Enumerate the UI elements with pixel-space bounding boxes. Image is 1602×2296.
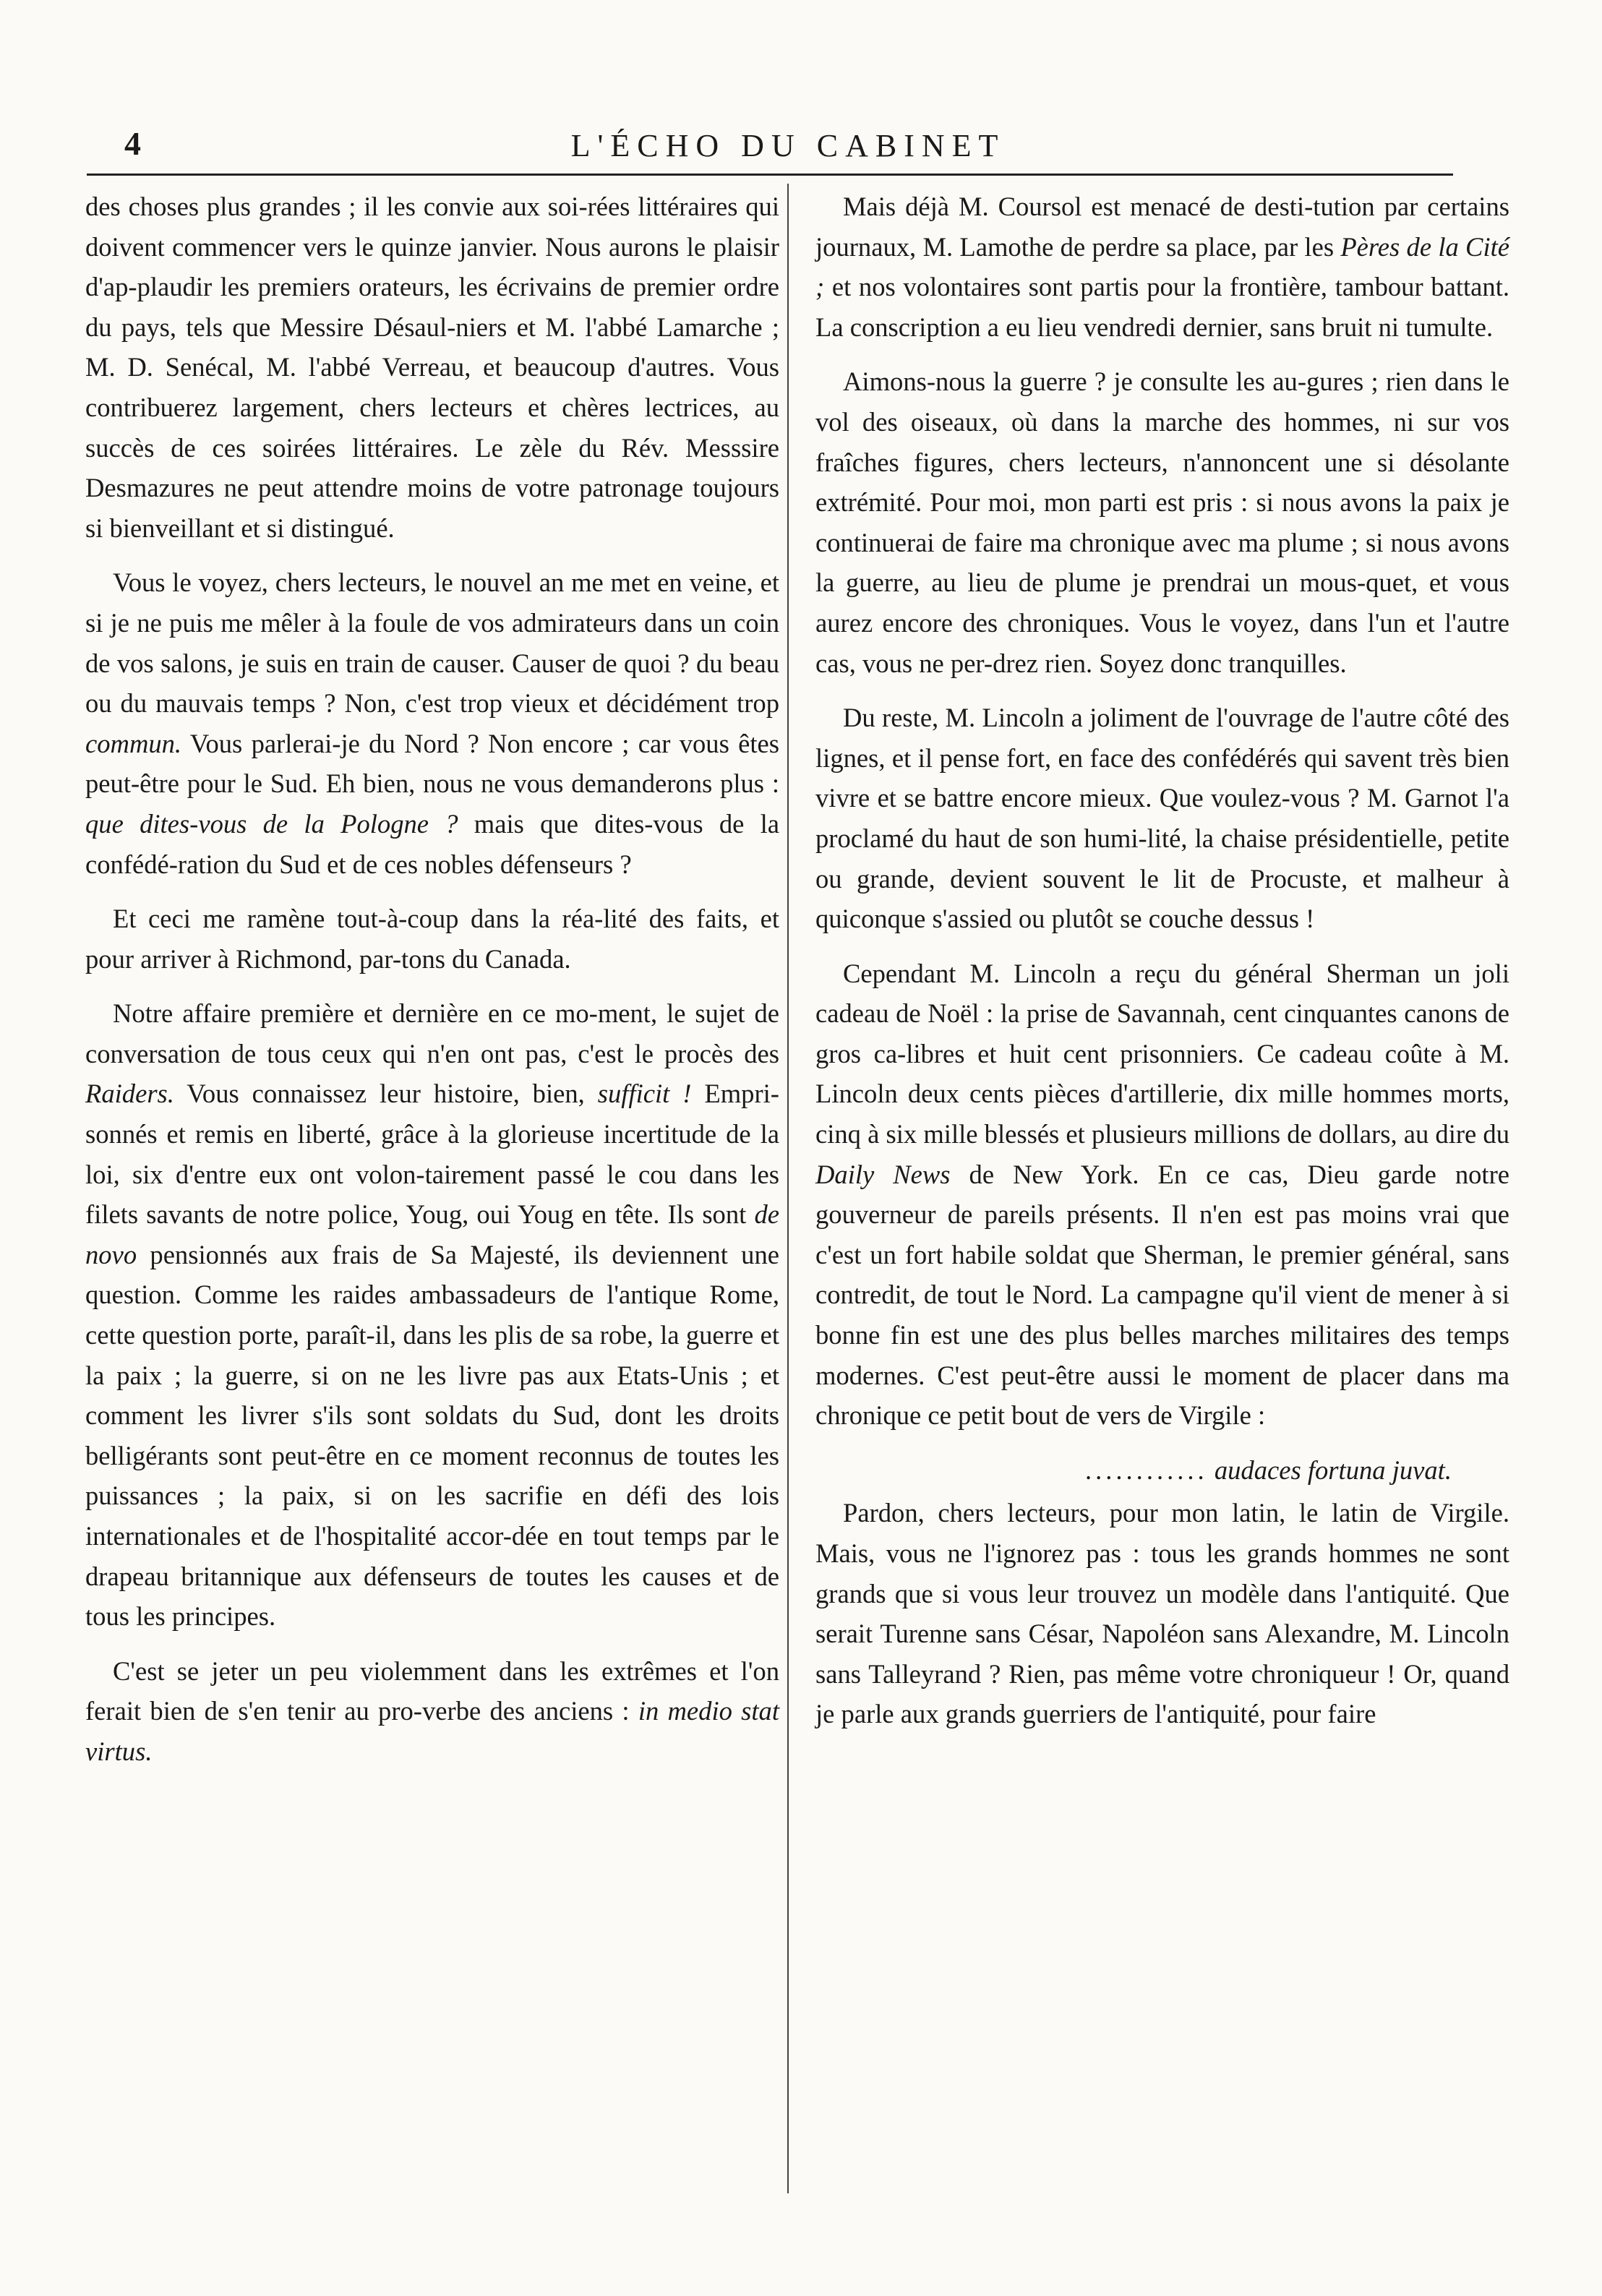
text-run: Vous le voyez, chers lecteurs, le nouvel an me met en veine, et si je ne puis me mêler à la foule de vos admirateurs dans un coin de vos salons, je suis en train de causer. Causer de quoi ? du beau ou du mauvais temps ? Non, c'est trop vieux et décidément trop — [85, 567, 779, 719]
italic-run: de novo — [85, 1199, 779, 1269]
text-run: C'est se jeter un peu violemment dans les extrêmes et l'on ferait bien de s'en tenir au pro-verbe des anciens : — [85, 1655, 779, 1726]
page-header — [116, 123, 1460, 174]
left-column — [85, 187, 779, 1786]
left-paragraph-2 — [85, 562, 779, 884]
page-number: 4 — [124, 125, 141, 162]
italic-run: commun. — [85, 728, 182, 758]
right-paragraph-4 — [815, 954, 1509, 1436]
left-paragraph-3: Et ceci me ramène tout-à-coup dans la réa-lité des faits, et pour arriver à Richmond, par-tons du Canada. — [85, 904, 779, 974]
text-run: et nos volontaires sont partis pour la frontière, tambour battant. La conscription a eu lieu vendredi dernier, sans bruit ni tumulte. — [815, 272, 1509, 342]
text-run: Empri-sonnés et remis en liberté, grâce à la glorieuse incertitude de la loi, six d'entre eux ont volon-tairement passé le cou dans les filets savants de notre police, Youg, oui Youg en tête. Ils sont — [85, 1079, 779, 1230]
text-run: Vous parlerai-je du Nord ? Non encore ; car vous êtes peut-être pour le Sud. Eh bien, nous ne vous demanderons plus : — [85, 728, 779, 799]
running-title: L'ÉCHO DU CABINET — [570, 128, 1006, 163]
text-run: de New York. En ce cas, Dieu garde notre gouverneur de pareils présents. Il n'en est pas moins vrai que c'est un fort habile soldat que Sherman, le premier général, sans contredit, de tout le Nord. La campagne qu'il vient de mener à si bonne fin est une des plus belles marches militaires des temps modernes. C'est peut-être aussi le moment de placer dans ma chronique ce petit bout de vers de Virgile : — [815, 1159, 1509, 1431]
right-paragraph-2: Aimons-nous la guerre ? je consulte les au-gures ; rien dans le vol des oiseaux, où dans la marche des hommes, ni sur vos fraîches figures, chers lecteurs, n'annoncent une si désolante extrémité. Pour moi, mon parti est pris : si nous avons la paix je continuerai de faire ma chronique avec ma plume ; si nous avons la guerre, au lieu de plume je prendrai un mous-quet, et vous aurez encore des chroniques. Vous le voyez, dans l'un et l'autre cas, vous ne per-drez rien. Soyez donc tranquilles. — [815, 367, 1509, 678]
verse-leader-dots: ............ — [1084, 1455, 1208, 1485]
right-column — [815, 187, 1509, 1749]
text-run: Notre affaire première et dernière en ce mo-ment, le sujet de conversation de tous ceux qui n'en ont pas, c'est le procès des — [85, 998, 779, 1068]
italic-run: Raiders. — [85, 1079, 174, 1109]
italic-run: in medio stat virtus. — [85, 1696, 779, 1766]
right-paragraph-5: Pardon, chers lecteurs, pour mon latin, le latin de Virgile. Mais, vous ne l'ignorez pas : tous les grands hommes ne sont grands que si vous leur trouvez un modèle dans l'antiquité. Que serait Turenne sans César, Napoléon sans Alexandre, M. Lincoln sans Talleyrand ? Rien, pas même votre chroniqueur ! Or, quand je parle aux grands guerriers de l'antiquité, pour faire — [815, 1498, 1509, 1729]
italic-run: Daily News — [815, 1159, 951, 1189]
column-divider — [787, 184, 789, 2193]
text-run: Mais déjà M. Coursol est menacé de desti-tution par certains journaux, M. Lamothe de perdre sa place, par les — [815, 192, 1509, 262]
italic-run: sufficit ! — [597, 1079, 692, 1109]
latin-verse — [815, 1450, 1452, 1491]
header-rule — [87, 174, 1453, 176]
left-paragraph-1: des choses plus grandes ; il les convie aux soi-rées littéraires qui doivent commencer vers le quinze janvier. Nous aurons le plaisir d'ap-plaudir les premiers orateurs, les écrivains de premier ordre du pays, tels que Messire Désaul-niers et M. l'abbé Lamarche ; M. D. Senécal, M. l'abbé Verreau, et beaucoup d'autres. Vous contribuerez largement, chers lecteurs et chères lectrices, au succès de ces soirées littéraires. Le zèle du Rév. Messsire Desmazures ne peut attendre moins de votre patronage toujours si bienveillant et si distingué. — [85, 192, 779, 543]
text-run: Cependant M. Lincoln a reçu du général Sherman un joli cadeau de Noël : la prise de Savannah, cent cinquantes canons de gros ca-libres et huit cent prisonniers. Ce cadeau coûte à M. Lincoln deux cents pièces d'artillerie, dix mille hommes morts, cinq à six mille blessés et plusieurs millions de dollars, au dire du — [815, 958, 1510, 1149]
left-paragraph-4 — [85, 993, 779, 1637]
text-run: Vous connaissez leur histoire, bien, — [174, 1079, 598, 1109]
italic-run: Pères de la Cité ; — [815, 231, 1509, 302]
right-paragraph-1 — [815, 187, 1509, 347]
text-run: mais que dites-vous de la confédé-ration du Sud et de ces nobles défenseurs ? — [85, 808, 779, 879]
text-run: pensionnés aux frais de Sa Majesté, ils deviennent une question. Comme les raides ambassadeurs de l'antique Rome, cette question porte, paraît-il, dans les plis de sa robe, la guerre et la paix ; la guerre, si on ne les livre pas aux Etats-Unis ; et comment les livrer s'ils sont soldats du Sud, dont les droits belligérants sont peut-être en ce moment reconnus de toutes les puissances ; la paix, si on les sacrifie en défi des lois internationales et de l'hospitalité accor-dée en tout temps par le drapeau britannique aux défenseurs de toutes les causes et de tous les principes. — [85, 1239, 779, 1632]
right-paragraph-3: Du reste, M. Lincoln a joliment de l'ouvrage de l'autre côté des lignes, et il pense fort, en face des confédérés qui savent très bien vivre et se battre encore mieux. Que voulez-vous ? M. Garnot l'a proclamé du haut de son humi-lité, la chaise présidentielle, petite ou grande, devient souvent le lit de Procuste, et malheur à quiconque s'assied ou plutôt se couche dessus ! — [815, 703, 1509, 934]
verse-text: audaces fortuna juvat. — [1214, 1455, 1452, 1485]
italic-run: que dites-vous de la Pologne ? — [85, 808, 458, 839]
left-paragraph-5 — [85, 1651, 779, 1772]
